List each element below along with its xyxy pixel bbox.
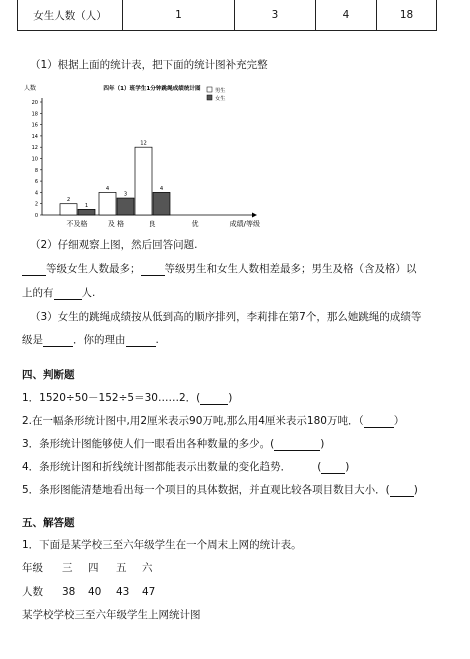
bar-girls: [153, 192, 170, 215]
q2-text-a: 等级女生人数最多；: [46, 263, 141, 275]
judge-text: 2.在一幅条形统计图中,用2厘米表示90万吨,那么用4厘米表示180万吨．（: [22, 415, 364, 427]
bar-girls: [117, 198, 134, 215]
judge-item-4: [22, 460, 349, 474]
answer-blank[interactable]: [126, 335, 156, 347]
q3-text-d: .: [155, 334, 159, 346]
grade-6: 六: [142, 562, 153, 574]
judge-text: 4．条形统计图和折线统计图都能表示出数量的变化趋势．: [22, 461, 292, 473]
data-label: 4: [105, 185, 110, 192]
x-axis-arrow: [252, 213, 257, 218]
judge-answer-blank[interactable]: [364, 416, 394, 428]
x-category-label: 优: [191, 220, 199, 228]
cell-excellent: 18: [399, 9, 414, 21]
y-axis-label: 人数: [24, 85, 37, 92]
q3-text-b: 级是: [22, 334, 43, 346]
y-tick-label: 8: [34, 167, 38, 174]
x-category-label: 及 格: [107, 220, 125, 228]
judge-close: ): [320, 438, 325, 450]
count-6: 47: [142, 586, 156, 598]
chart-title: 四年（1）班学生1分钟跳绳成绩统计图: [103, 86, 201, 92]
legend-swatch: [207, 95, 212, 100]
count-5: 43: [116, 586, 130, 598]
grade-row: [22, 561, 162, 575]
legend-label: 女生: [215, 95, 226, 102]
bar-boys: [135, 147, 152, 215]
question-2: （2）仔细观察上图，然后回答问题.: [30, 239, 198, 251]
y-tick-label: 18: [31, 111, 38, 118]
y-tick-label: 4: [34, 190, 38, 197]
question-2-line-2: [22, 286, 95, 300]
section-judge-title: 四、判断题: [22, 369, 75, 381]
grade-label: 年级: [22, 562, 43, 574]
data-label: 12: [140, 140, 147, 147]
chart-caption: 某学校学校三至六年级学生上网统计图: [22, 609, 201, 621]
question-2-line-1: [22, 262, 417, 276]
grade-4: 四: [88, 562, 99, 574]
judge-item-2: [22, 414, 404, 428]
bar-chart: [22, 80, 302, 232]
count-4: 40: [88, 586, 102, 598]
judge-close: ): [413, 484, 418, 496]
cell-pass: 3: [235, 0, 316, 30]
row-label: 女生人数（人）: [18, 0, 123, 30]
judge-close: ): [228, 392, 233, 404]
y-tick-label: 10: [31, 156, 38, 163]
judge-answer-blank[interactable]: [321, 462, 345, 474]
judge-answer-blank[interactable]: [390, 485, 414, 497]
answer-question-1: 1．下面是某学校三至六年级学生在一个周末上网的统计表。: [22, 539, 302, 551]
data-label: 3: [123, 191, 128, 198]
answer-blank[interactable]: [54, 288, 82, 300]
q2-text-b: 等级男生和女生人数相差最多；男生及格（含及格）以: [164, 263, 417, 275]
judge-text: 3．条形统计图能够使人们一眼看出各种数量的多少。(: [22, 438, 275, 450]
legend-label: 男生: [215, 87, 226, 94]
judge-text: 1．1520÷50－152÷5＝30……2．(: [22, 392, 201, 404]
y-tick-label: 12: [31, 145, 38, 152]
judge-answer-blank[interactable]: [274, 439, 320, 451]
judge-item-1: [22, 391, 232, 405]
judge-open: (: [317, 461, 322, 473]
bar-girls: [78, 209, 95, 215]
section-answer-title: 五、解答题: [22, 517, 75, 529]
question-3-line-1: （3）女生的跳绳成绩按从低到高的顺序排列，李莉排在第7个，那么她跳绳的成绩等: [30, 311, 422, 323]
judge-close: ): [345, 461, 350, 473]
cell-good: 4: [316, 0, 377, 30]
x-axis-label: 成绩/等级: [229, 220, 260, 228]
question-1: （1）根据上面的统计表，把下面的统计图补充完整: [30, 59, 268, 71]
answer-blank[interactable]: [141, 264, 165, 276]
answer-blank[interactable]: [22, 264, 46, 276]
y-tick-label: 14: [31, 133, 38, 140]
y-tick-label: 2: [34, 201, 38, 208]
y-tick-label: 16: [31, 122, 38, 129]
data-label: 1: [84, 202, 89, 209]
y-tick-label: 0: [34, 213, 38, 219]
stats-table-girls-row: [17, 0, 437, 31]
judge-close: ）: [393, 415, 405, 427]
q2-text-c: 上的有: [22, 287, 54, 299]
grade-5: 五: [116, 562, 127, 574]
judge-answer-blank[interactable]: [200, 393, 228, 405]
bar-boys: [60, 204, 77, 215]
question-3-line-2: [22, 333, 159, 347]
answer-blank[interactable]: [43, 335, 73, 347]
x-category-label: 良: [148, 220, 156, 228]
count-row: [22, 585, 162, 599]
bar-boys: [99, 192, 116, 215]
q3-text-c: ．你的理由: [73, 334, 126, 346]
q2-text-d: 人.: [81, 287, 96, 299]
grade-3: 三: [62, 562, 73, 574]
data-label: 4: [159, 185, 164, 192]
judge-text: 5．条形图能清楚地看出每一个项目的具体数据，并直观比较各项目数目大小．(: [22, 484, 390, 496]
y-tick-label: 20: [31, 100, 38, 106]
judge-item-5: [22, 483, 418, 497]
count-3: 38: [62, 586, 76, 598]
x-category-label: 不及格: [66, 220, 88, 228]
legend-swatch: [207, 87, 212, 92]
y-tick-label: 6: [34, 179, 38, 186]
judge-item-3: [22, 437, 324, 451]
data-label: 2: [66, 197, 71, 204]
count-label: 人数: [22, 586, 43, 598]
cell-fail: 1: [123, 0, 235, 30]
